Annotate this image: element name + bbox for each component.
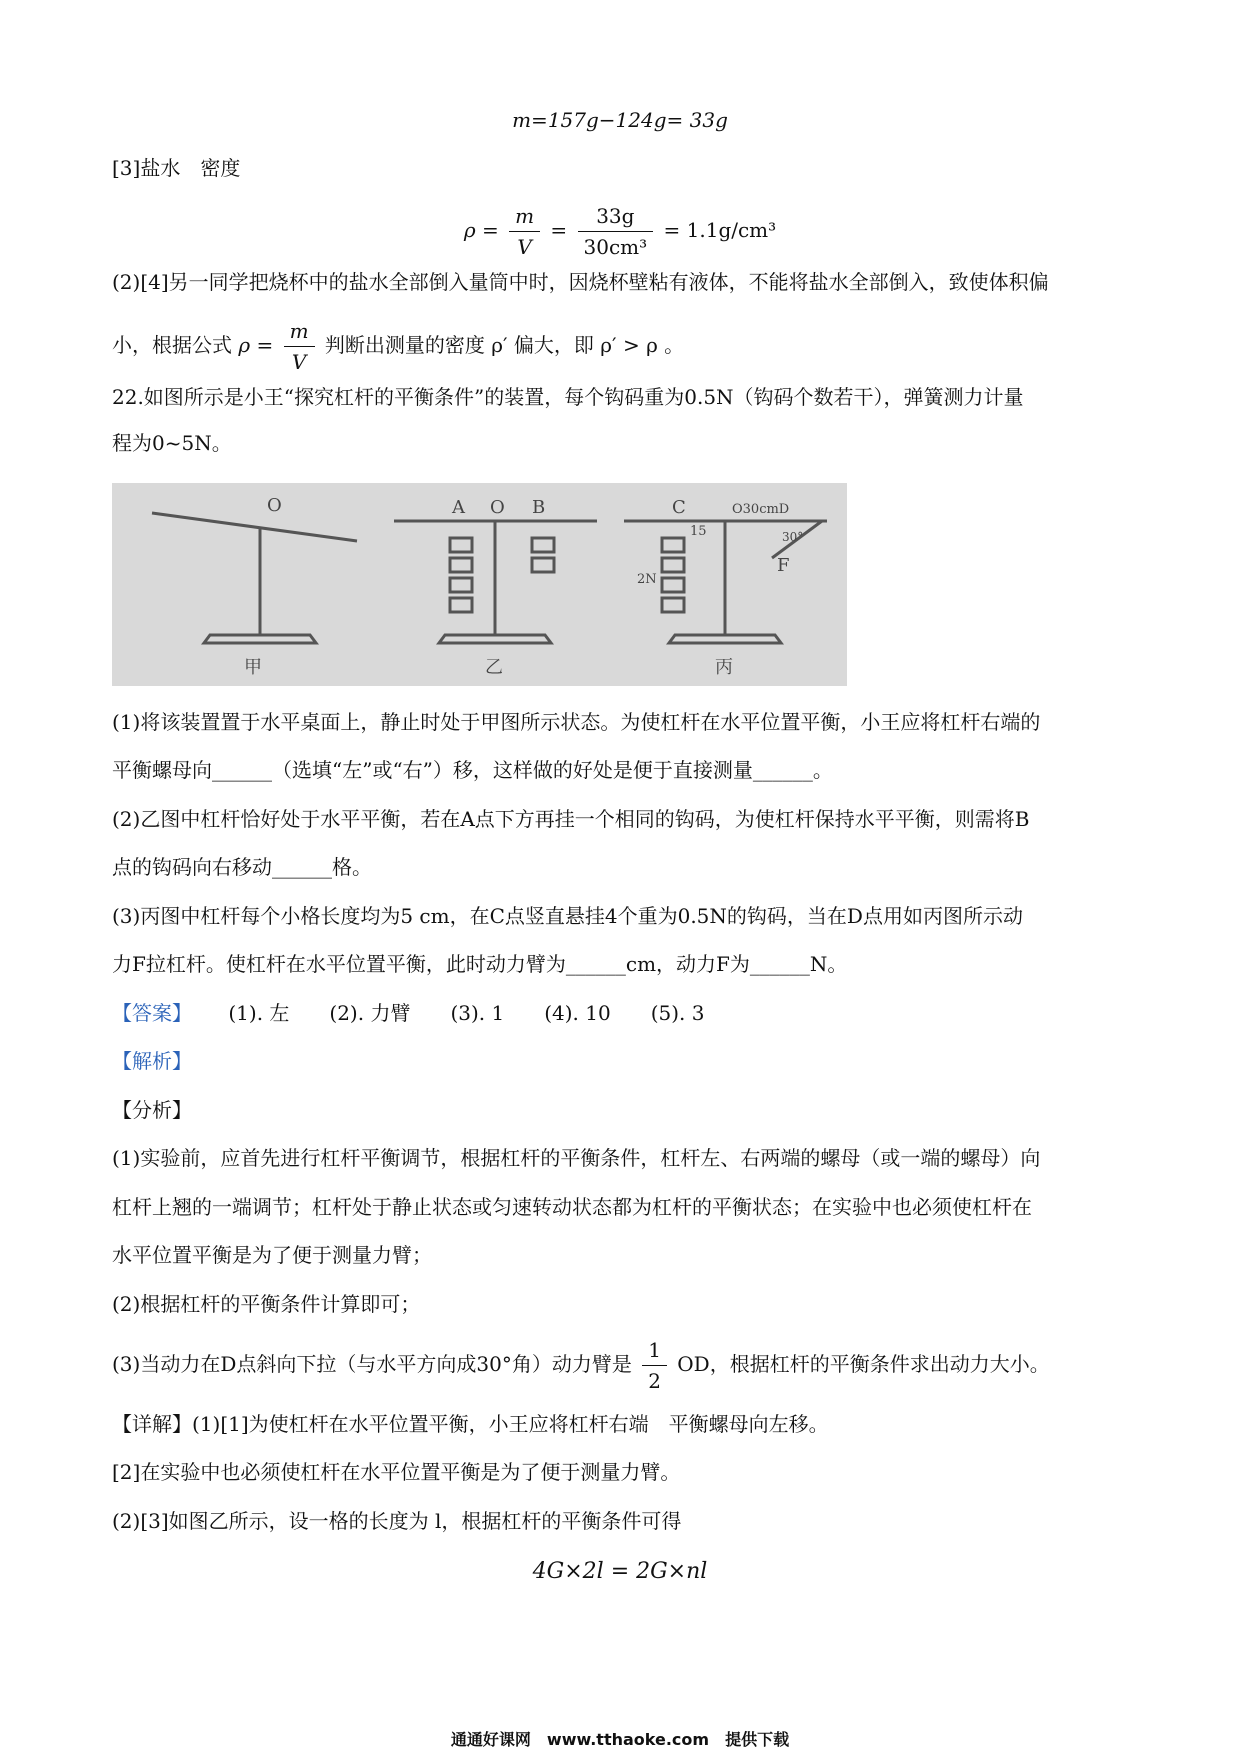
detail-line1: 【详解】(1)[1]为使杠杆在水平位置平衡，小王应将杠杆右端 平衡螺母向左移。: [112, 1412, 829, 1436]
lever-diagram: [112, 483, 847, 686]
detail-line2: [2]在实验中也必须使杠杆在水平位置平衡是为了便于测量力臂。: [112, 1460, 681, 1484]
density-formula: ρ = $\frac{m}{V}$ = $\frac{33g}{\text{30cm³}}$ = 1.1g/cm³: [0, 198, 1240, 262]
answer-text: (1). 左 (2). 力臂 (3). 1 (4). 10 (5). 3: [228, 1001, 705, 1025]
label-30: 30°: [782, 530, 804, 544]
question-22-line1: 22.如图所示是小王“探究杠杆的平衡条件”的装置，每个钩码重为0.5N（钩码个数若干），弹簧测力计量: [112, 385, 1024, 409]
label-yi: 乙: [485, 657, 503, 678]
q2-line1: (2)乙图中杠杆恰好处于水平平衡，若在A点下方再挂一个相同的钩码，为使杠杆保持水平平衡，则需将B: [112, 807, 1030, 831]
analysis-label: 【解析】: [112, 1049, 192, 1073]
label-o2: O: [490, 497, 505, 518]
label-2n: 2N: [637, 572, 657, 587]
label-f: F: [777, 555, 790, 576]
analysis-1-line2: 杠杆上翘的一端调节；杠杆处于静止状态或匀速转动状态都为杠杆的平衡状态；在实验中也必须使杠杆在: [112, 1195, 1032, 1219]
item3-title: [3]盐水 密度: [112, 156, 241, 180]
q3-line1: (3)丙图中杠杆每个小格长度均为5 cm，在C点竖直悬挂4个重为0.5N的钩码，当在D点用如丙图所示动: [112, 904, 1023, 928]
paragraph-4-line1: (2)[4]另一同学把烧杯中的盐水全部倒入量筒中时，因烧杯壁粘有液体，不能将盐水全部倒入，致使体积偏: [112, 270, 1049, 294]
q3-line2: 力F拉杠杆。使杠杆在水平位置平衡，此时动力臂为______cm，动力F为______N。: [112, 952, 848, 976]
answer-label: 【答案】: [112, 1001, 192, 1025]
lever-figure: [112, 483, 847, 686]
lever-jia: [152, 513, 357, 541]
paragraph-4-line2: 小，根据公式 ρ = $\frac{m}{V}$ 判断出测量的密度 ρ′ 偏大，即 ρ′ > ρ 。: [112, 313, 684, 377]
detail-line3: (2)[3]如图乙所示，设一格的长度为 l，根据杠杆的平衡条件可得: [112, 1509, 682, 1533]
label-od: O30cmD: [732, 502, 790, 517]
label-a: A: [452, 497, 465, 518]
analysis-3: (3)当动力在D点斜向下拉（与水平方向成30°角）动力臂是 $\frac{1}{2}$ OD，根据杠杆的平衡条件求出动力大小。: [112, 1332, 1050, 1396]
analysis-1-line1: (1)实验前，应首先进行杠杆平衡调节，根据杠杆的平衡条件，杠杆左、右两端的螺母（或一端的螺母）向: [112, 1146, 1041, 1170]
label-o1: O: [267, 495, 282, 516]
q1-line1: (1)将该装置置于水平桌面上，静止时处于甲图所示状态。为使杠杆在水平位置平衡，小王应将杠杆右端的: [112, 710, 1041, 734]
q2-line2: 点的钩码向右移动______格。: [112, 855, 372, 879]
q1-line2: 平衡螺母向______（选填“左”或“右”）移，这样做的好处是便于直接测量______。: [112, 758, 833, 782]
footer: 通通好课网 www.tthaoke.com 提供下载: [450, 1730, 790, 1749]
answer-row: [112, 999, 704, 1027]
question-22-line2: 程为0~5N。: [112, 431, 232, 455]
label-bing: 丙: [715, 657, 733, 678]
label-b: B: [532, 497, 546, 518]
lever-equation: 4G×2l = 2G×nl: [532, 1559, 708, 1584]
mass-equation: m=157g−124g= 33g: [512, 108, 728, 132]
label-jia: 甲: [244, 657, 262, 678]
analysis-2: (2)根据杠杆的平衡条件计算即可；: [112, 1292, 421, 1316]
analysis-1-line3: 水平位置平衡是为了便于测量力臂；: [112, 1243, 432, 1267]
fenxi-label: 【分析】: [112, 1098, 192, 1122]
label-c: C: [672, 497, 686, 518]
label-15: 15: [690, 524, 707, 539]
